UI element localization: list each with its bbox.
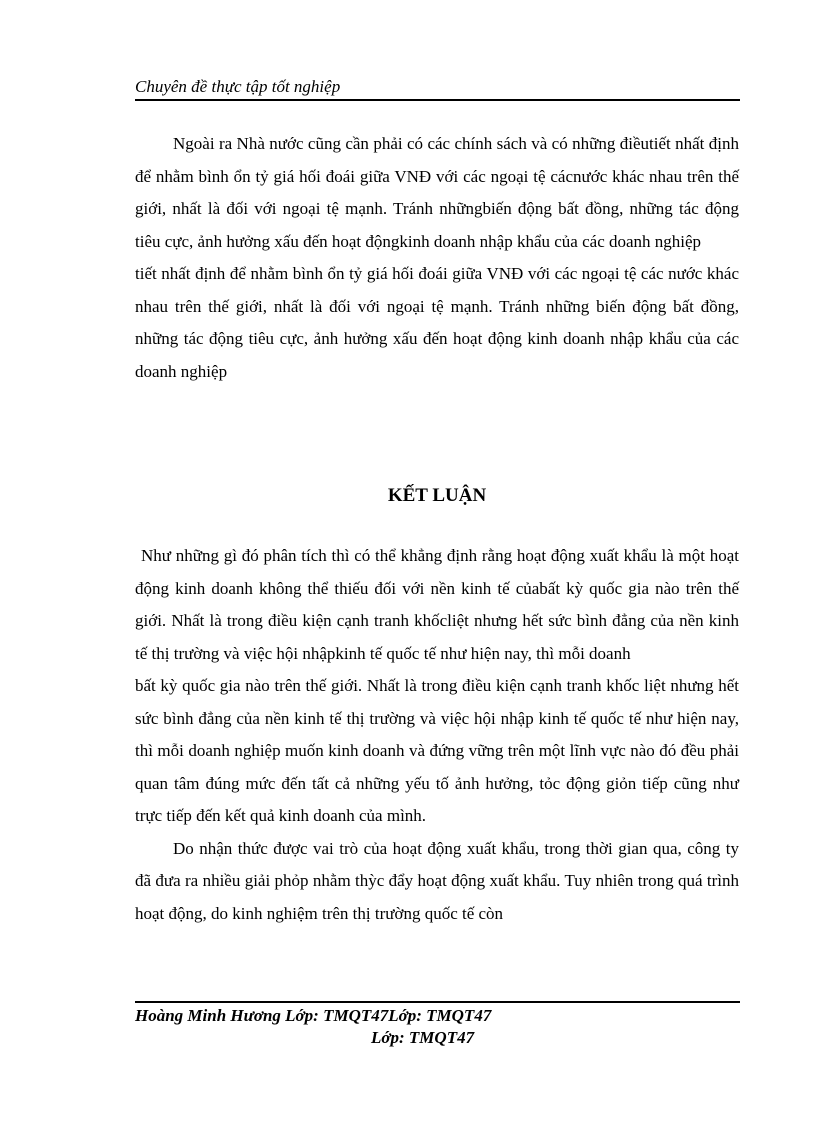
conclusion-paragraph-2: Do nhận thức được vai trò của hoạt động xuất khẩu, trong thời gian qua, công ty đã đưa ra nhiều giải phỏp nhằm thỳc đẩy hoạt động xuất khẩu. Tuy nhiên trong quá trình hoạt động, do kinh nghiệm trên thị trường quốc tế còn bbox=[135, 838, 739, 923]
intro-paragraph-line-group-1: Ngoài ra Nhà nước cũng cần phải có các chính sách và có những điềutiết nhất định để nhằm bình ổn tỷ giá hối đoái giữa VNĐ với các ngoại tệ cácnước khác nhau trên thế giới, nhất là đối với ngoại tệ mạnh. Tránh nhữngbiến động bất đồng, những tác động tiêu cực, ảnh hưởng xấu đến hoạt độngkinh doanh nhập khẩu của các doanh nghiệp bbox=[135, 134, 739, 251]
section-title: KẾT LUẬN bbox=[387, 485, 487, 506]
conclusion-section bbox=[135, 540, 739, 930]
intro-section bbox=[135, 128, 739, 388]
footer-author-line: Hoàng Minh Hương Lớp: TMQT47Lớp: TMQT47 bbox=[135, 1006, 492, 1025]
conclusion-paragraph-1a: Như những gì đó phân tích thì có thể khẳng định rằng hoạt động xuất khẩu là một hoạt động kinh doanh không thể thiếu đối với nền kinh tế củabất kỳ quốc gia nào trên thế giới. Nhất là trong điều kiện cạnh tranh khốcliệt nhưng hết sức bình đẳng của nền kinh tế thị trường và việc hội nhậpkinh tế quốc tế như hiện nay, thì mỗi doanh bbox=[135, 546, 739, 663]
conclusion-paragraph-1b: bất kỳ quốc gia nào trên thế giới. Nhất là trong điều kiện cạnh tranh khốc liệt nhưng hết sức bình đẳng của nền kinh tế thị trường và việc hội nhập kinh tế quốc tế như hiện nay, thì mỗi doanh nghiệp muốn kinh doanh và đứng vững trên một lĩnh vực nào đó đều phải quan tâm đúng mức đến tất cả những yếu tố ảnh hưởng, tỏc động giỏn tiếp cũng như trực tiếp đến kết quả kinh doanh của mình. bbox=[135, 676, 739, 825]
footer-divider bbox=[135, 1001, 740, 1003]
footer-class-line: Lớp: TMQT47 bbox=[371, 1028, 475, 1047]
header-divider bbox=[135, 99, 740, 101]
intro-paragraph-line-group-2: tiết nhất định để nhằm bình ổn tỷ giá hối đoái giữa VNĐ với các ngoại tệ các nước khác nhau trên thế giới, nhất là đối với ngoại tệ mạnh. Tránh những biến động bất đồng, những tác động tiêu cực, ảnh hưởng xấu đến hoạt động kinh doanh nhập khẩu của các doanh nghiệp bbox=[135, 264, 739, 381]
page-footer bbox=[135, 1005, 740, 1049]
page-header: Chuyên đề thực tập tốt nghiệp bbox=[135, 77, 341, 96]
